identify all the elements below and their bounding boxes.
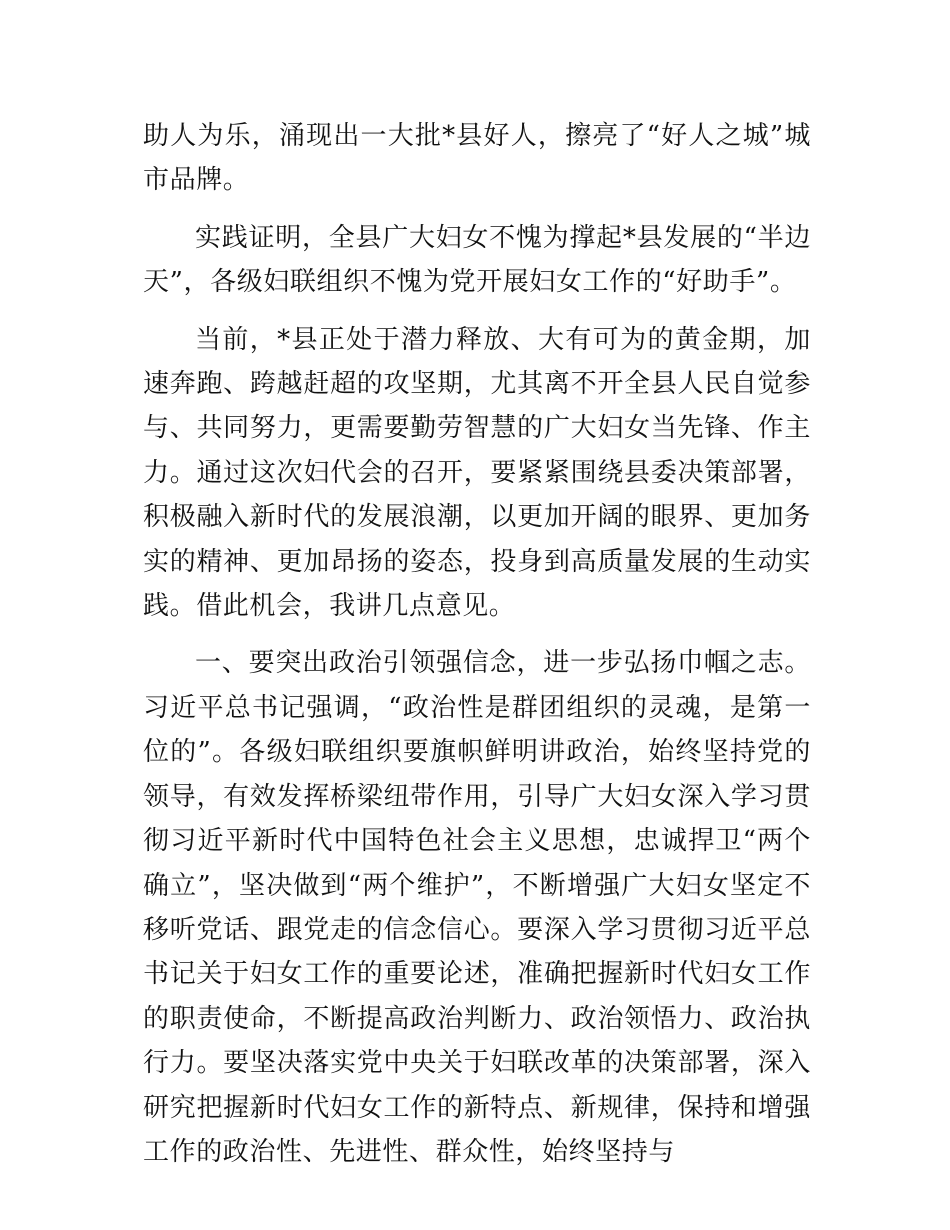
document-page	[143, 114, 811, 1187]
paragraph-current-situation: 当前，*县正处于潜力释放、大有可为的黄金期，加速奔跑、跨越赶超的攻坚期，尤其离不开全县人民自觉参与、共同努力，更需要勤劳智慧的广大妇女当先锋、作主力。通过这次妇代会的召开，要紧紧围绕县委决策部署，积极融入新时代的发展浪潮，以更加开阔的眼界、更加务实的精神、更加昂扬的姿态，投身到高质量发展的生动实践。借此机会，我讲几点意见。	[143, 324, 811, 622]
paragraph-continuation: 助人为乐，涌现出一大批*县好人，擦亮了“好人之城”城市品牌。	[143, 121, 811, 196]
paragraph-practice-proves: 实践证明，全县广大妇女不愧为撑起*县发展的“半边天”，各级妇联组织不愧为党开展妇女工作的“好助手”。	[143, 222, 811, 298]
paragraph-political-leadership: 一、要突出政治引领强信念，进一步弘扬巾帼之志。习近平总书记强调，“政治性是群团组织的灵魂，是第一位的”。各级妇联组织要旗帜鲜明讲政治，始终坚持党的领导，有效发挥桥梁纽带作用，引导广大妇女深入学习贯彻习近平新时代中国特色社会主义思想，忠诚捍卫“两个确立”，坚决做到“两个维护”，不断增强广大妇女坚定不移听党话、跟党走的信念信心。要深入学习贯彻习近平总书记关于妇女工作的重要论述，准确把握新时代妇女工作的职责使命，不断提高政治判断力、政治领悟力、政治执行力。要坚决落实党中央关于妇联改革的决策部署，深入研究把握新时代妇女工作的新特点、新规律，保持和增强工作的政治性、先进性、群众性，始终坚持与	[143, 648, 811, 1167]
